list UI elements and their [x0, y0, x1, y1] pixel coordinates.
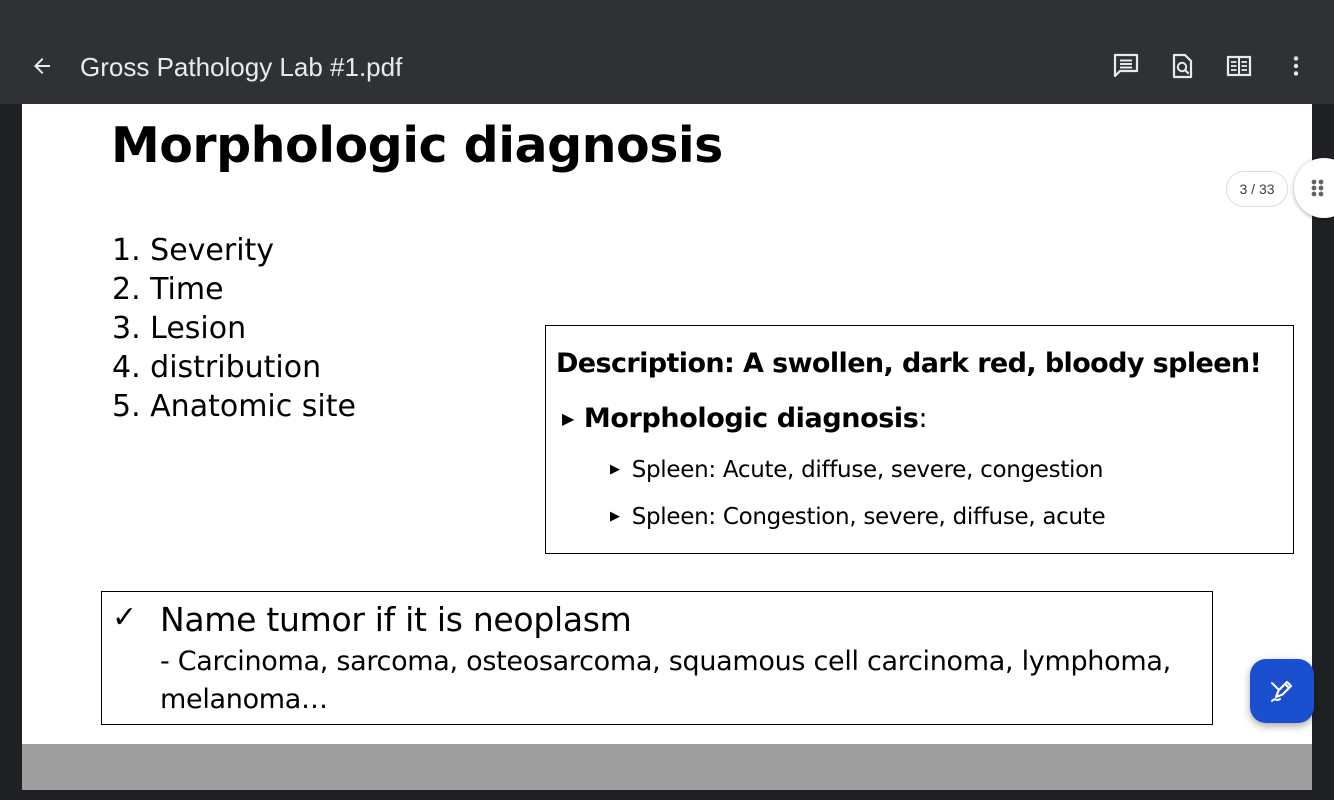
checkmark-icon: ✓	[112, 600, 138, 635]
description-sub-item	[610, 502, 1105, 532]
criteria-item: 1. Severity	[112, 233, 275, 268]
triangle-bullet-icon: ▶	[610, 509, 620, 524]
search-document-icon	[1168, 52, 1196, 80]
tumor-examples: - Carcinoma, sarcoma, osteosarcoma, squamous cell carcinoma, lymphoma, melanoma…	[160, 646, 1171, 715]
sub-item-text: Spleen: Congestion, severe, diffuse, acute	[631, 504, 1106, 530]
search-button[interactable]	[1162, 46, 1202, 86]
drag-handle-icon	[1310, 178, 1330, 198]
triangle-bullet-icon: ▶	[610, 462, 620, 477]
slide-title: Morphologic diagnosis	[111, 117, 723, 174]
description-box	[545, 325, 1294, 554]
description-bullet	[562, 402, 927, 436]
annotate-fab-button[interactable]	[1250, 659, 1314, 723]
pen-edit-icon	[1267, 676, 1297, 706]
back-button[interactable]	[22, 46, 62, 86]
criteria-item: 3. Lesion	[112, 311, 247, 346]
criteria-item: 4. distribution	[112, 350, 322, 385]
bullet-bold-text: Morphologic diagnosis	[583, 403, 919, 434]
reader-mode-icon	[1225, 52, 1253, 80]
reader-mode-button[interactable]	[1219, 46, 1259, 86]
sub-item-text: Spleen: Acute, diffuse, severe, congestion	[631, 457, 1104, 483]
page-indicator: 3 / 33	[1226, 171, 1288, 207]
description-title: Description: A swollen, dark red, bloody spleen!	[556, 348, 1262, 379]
next-page-preview[interactable]	[22, 744, 1312, 790]
tumor-box	[101, 591, 1213, 725]
tumor-title: Name tumor if it is neoplasm	[160, 600, 632, 639]
arrow-left-icon	[30, 54, 54, 78]
criteria-item: 2. Time	[112, 272, 224, 307]
pdf-viewer[interactable]	[0, 104, 1334, 800]
criteria-list	[112, 231, 356, 426]
more-vert-icon	[1284, 54, 1308, 78]
criteria-item: 5. Anatomic site	[112, 389, 356, 424]
comment-button[interactable]	[1106, 46, 1146, 86]
document-title: Gross Pathology Lab #1.pdf	[80, 52, 403, 82]
bullet-suffix: :	[918, 403, 928, 434]
top-toolbar	[0, 0, 1334, 104]
pdf-page[interactable]	[22, 104, 1312, 744]
more-options-button[interactable]	[1276, 46, 1316, 86]
description-sub-item	[610, 455, 1103, 485]
comment-icon	[1112, 52, 1140, 80]
triangle-bullet-icon: ▶	[562, 409, 574, 428]
